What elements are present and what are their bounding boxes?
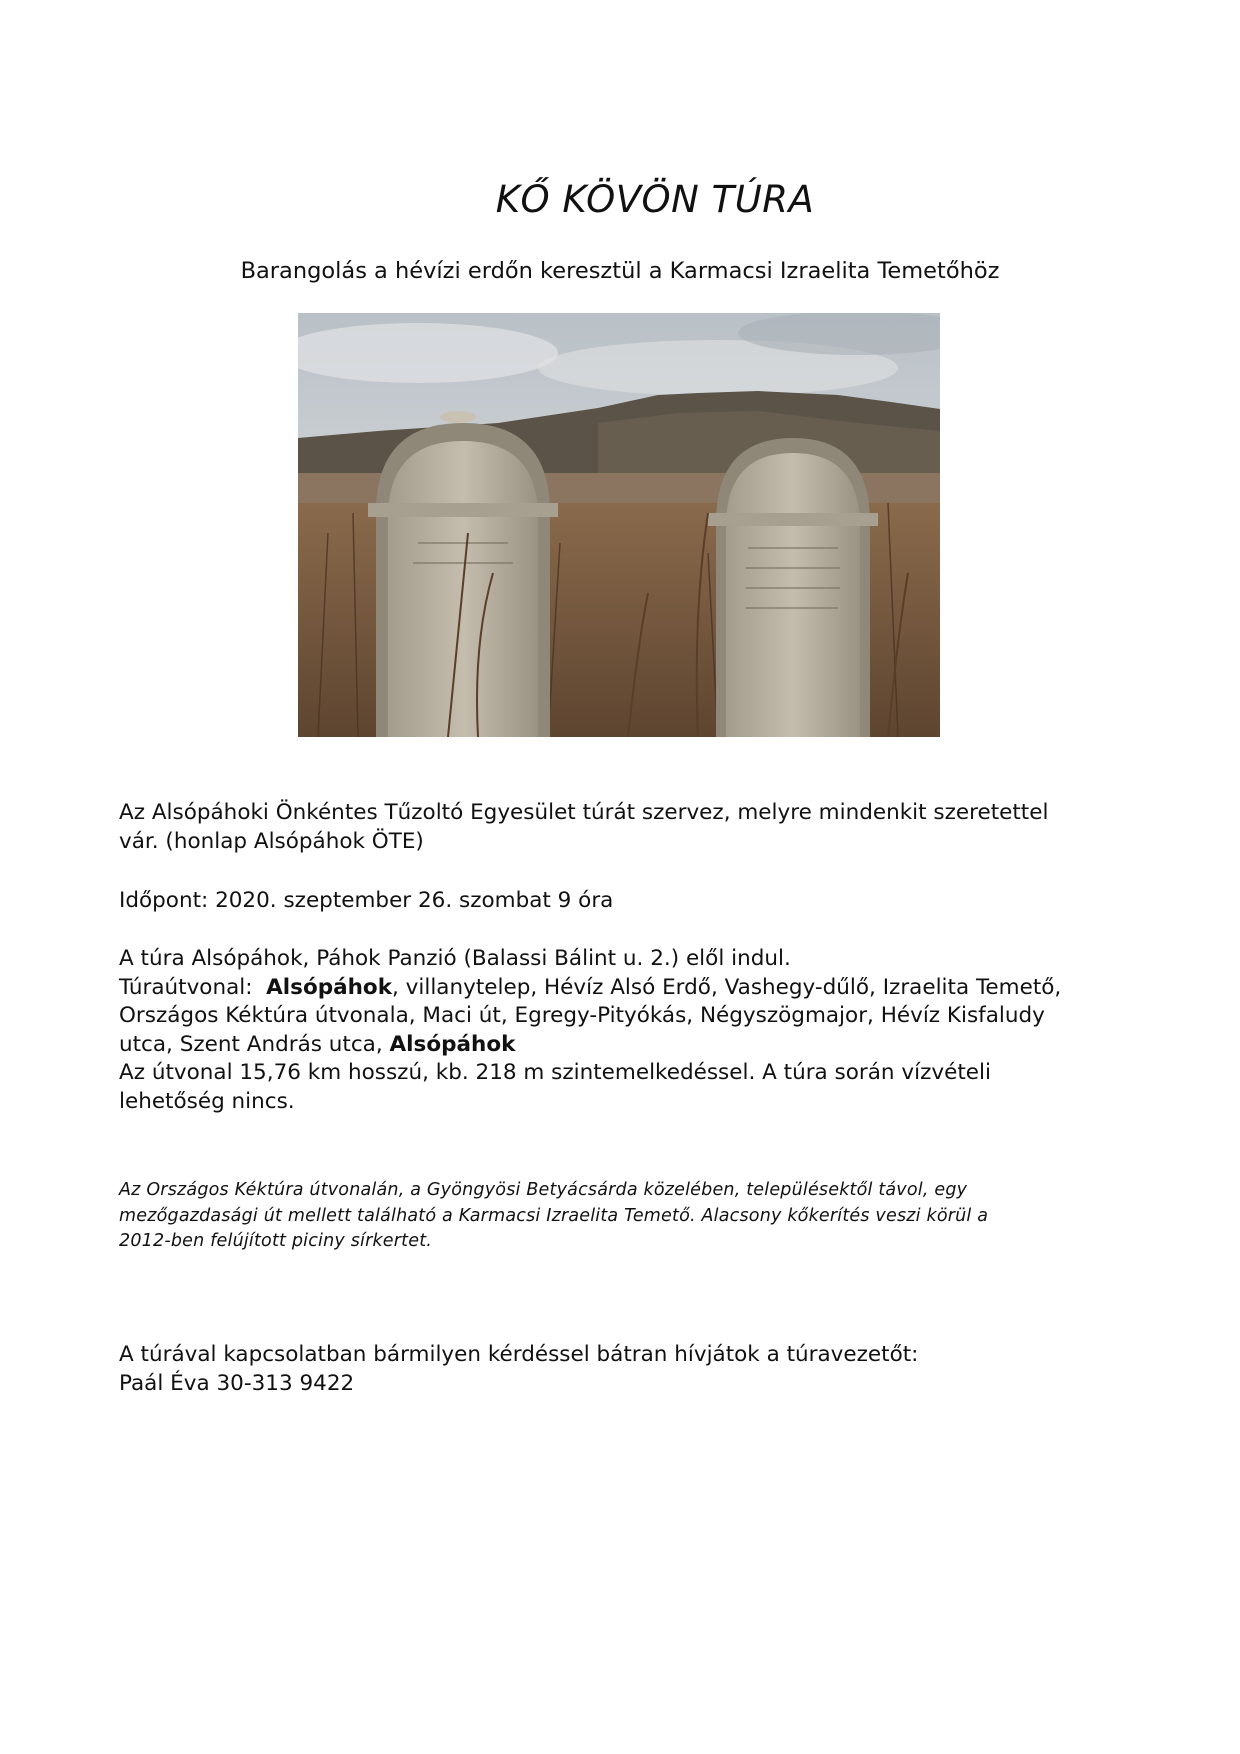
intro-line-2: vár. (honlap Alsópáhok ÖTE) xyxy=(119,828,424,854)
distance-line-1: Az útvonal 15,76 km hosszú, kb. 218 m szintemelkedéssel. A túra során vízvételi xyxy=(119,1060,991,1085)
contact-line-1: A túrával kapcsolatban bármilyen kérdéssel bátran hívjátok a túravezetőt: xyxy=(119,1342,919,1367)
note-line-2: mezőgazdasági út mellett található a Karmacsi Izraelita Temető. Alacsony kőkerítés veszi körül a xyxy=(119,1205,989,1226)
route-paragraph xyxy=(119,945,1139,1116)
intro-line-1: Az Alsópáhoki Önkéntes Tűzoltó Egyesület túrát szervez, melyre mindenkit szeretettel xyxy=(119,800,1049,825)
route-line-1: , villanytelep, Hévíz Alsó Erdő, Vashegy-dűlő, Izraelita Temető, xyxy=(392,974,1062,1000)
route-line-2: Országos Kéktúra útvonala, Maci út, Egregy-Pityókás, Négyszögmajor, Hévíz Kisfaludy xyxy=(119,1003,1045,1028)
cemetery-note xyxy=(119,1178,1129,1255)
page-subtitle: Barangolás a hévízi erdőn keresztül a Karmacsi Izraelita Temetőhöz xyxy=(240,258,1000,284)
distance-line-2: lehetőség nincs. xyxy=(119,1088,295,1114)
contact-phone: Paál Éva 30-313 9422 xyxy=(119,1370,355,1396)
route-end-place: Alsópáhok xyxy=(389,1031,516,1057)
note-line-1: Az Országos Kéktúra útvonalán, a Gyöngyösi Betyácsárda közelében, településektől távol, egy xyxy=(119,1180,968,1200)
route-label: Túraútvonal: xyxy=(119,974,253,1000)
route-line-3: utca, Szent András utca, xyxy=(119,1031,383,1057)
page-title: KŐ KÖVÖN TÚRA xyxy=(495,178,815,221)
note-line-3: 2012-ben felújított piciny sírkertet. xyxy=(119,1231,433,1251)
contact-paragraph xyxy=(119,1341,1139,1398)
intro-paragraph xyxy=(119,799,1139,856)
cemetery-photo xyxy=(298,313,940,737)
datetime-text: Időpont: 2020. szeptember 26. szombat 9 óra xyxy=(119,888,614,913)
route-start-place: Alsópáhok xyxy=(266,974,392,1000)
start-location: A túra Alsópáhok, Páhok Panzió (Balassi Bálint u. 2.) elől indul. xyxy=(119,946,791,971)
